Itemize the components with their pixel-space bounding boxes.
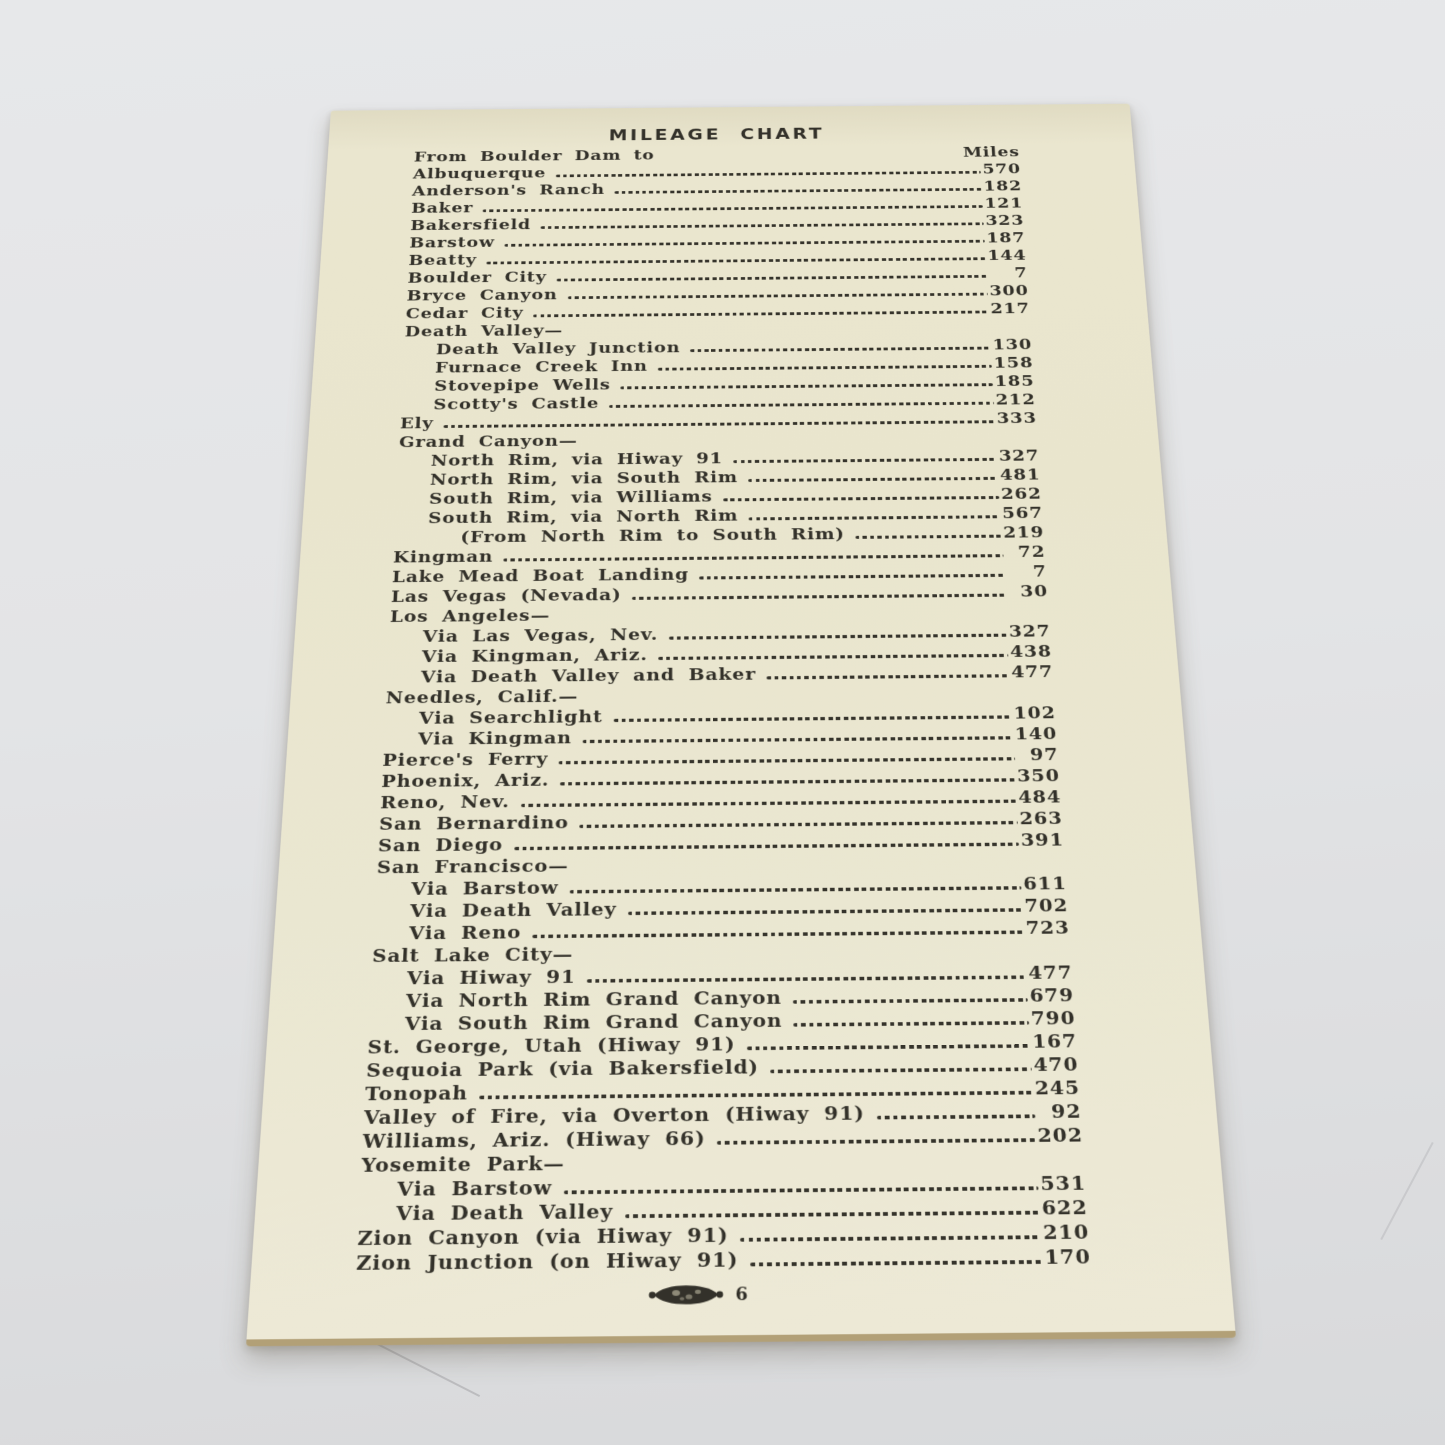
dotted-leader [541,222,984,229]
dotted-leader [733,458,997,463]
dotted-leader [557,275,988,281]
destination-label: Pierce's Ferry [382,748,549,770]
destination-label: Via North Rim Grand Canyon [405,986,782,1012]
miles-value: 185 [994,371,1035,390]
miles-value: 477 [1027,961,1074,984]
dotted-leader [483,205,983,212]
miles-value: 245 [1034,1075,1081,1099]
miles-value: 438 [1009,640,1053,661]
dotted-leader [568,293,988,299]
miles-value: 7 [1013,263,1028,281]
destination-label: South Rim, via Williams [428,486,713,508]
destination-label: Via Death Valley [409,898,617,922]
destination-label: Anderson's Ranch [411,180,606,199]
destination-label: Salt Lake City— [371,942,574,967]
miles-value: 187 [985,228,1026,246]
mileage-chart-card [246,104,1236,1347]
card-footer [328,1275,1068,1314]
miles-value: 327 [998,445,1040,465]
dotted-leader [625,1211,1040,1218]
destination-label: Stovepipe Wells [433,375,611,395]
dotted-leader [748,477,998,482]
destination-label: Valley of Fire, via Overton (Hiway 91) [363,1101,866,1129]
destination-label: San Francisco— [376,854,569,878]
miles-value: 531 [1039,1171,1087,1195]
dotted-leader [632,594,1006,600]
miles-value: 182 [982,177,1023,194]
miles-value: 102 [1012,702,1057,723]
dotted-leader [628,908,1023,915]
destination-label: Death Valley Junction [435,338,681,358]
miles-value: 219 [1002,522,1045,542]
dotted-leader [514,843,1019,851]
card-content [248,104,1233,1315]
miles-value: 723 [1025,916,1071,939]
miles-value: 7 [1032,561,1048,581]
miles-value: 350 [1016,764,1061,786]
dotted-leader [747,1044,1031,1050]
miles-value: 333 [996,408,1038,427]
destination-label: Zion Canyon (via Hiway 91) [356,1222,729,1250]
miles-value: 144 [986,246,1027,264]
destination-label: Williams, Ariz. (Hiway 66) [362,1126,706,1153]
dotted-leader [794,1021,1030,1027]
dotted-leader [717,1138,1036,1144]
miles-value: 158 [992,353,1034,372]
destination-label: Via Barstow [396,1175,553,1201]
destination-label: Via Reno [408,921,522,944]
dotted-leader [750,1260,1043,1266]
destination-label: Zion Junction (on Hiway 91) [355,1247,739,1275]
destination-label: Via Las Vegas, Nev. [422,624,659,646]
miles-value: 202 [1036,1123,1084,1147]
miles-value: 300 [988,281,1030,299]
dotted-leader [793,998,1028,1004]
miles-value: 391 [1020,828,1065,851]
dotted-leader [505,240,985,247]
destination-label: Bryce Canyon [406,285,558,304]
dotted-leader [749,515,1001,520]
destination-label: Phoenix, Ariz. [380,769,550,792]
miles-value: 679 [1028,983,1075,1007]
dotted-leader [444,420,996,428]
miles-value: 263 [1018,807,1064,829]
printer-ornament-icon [648,1280,724,1310]
dotted-leader [521,800,1017,808]
miles-value: 210 [1042,1219,1090,1244]
destination-label: Cedar City [405,303,524,322]
destination-label: (From North Rim to South Rim) [460,524,846,547]
destination-label: Bakersfield [409,215,532,234]
destination-label: Via Kingman [417,727,573,749]
miles-value: 170 [1043,1244,1092,1269]
miles-value: 121 [983,194,1024,212]
dotted-leader [741,1235,1042,1241]
dotted-leader [532,930,1024,938]
destination-label: Via Barstow [410,876,559,900]
miles-value: 567 [1001,503,1044,522]
destination-label: Scotty's Castle [433,393,600,414]
miles-value: 92 [1050,1099,1083,1123]
miles-value: 702 [1023,894,1069,916]
dotted-leader [615,188,982,194]
header-from-label: From Boulder Dam to [413,146,655,165]
destination-label: San Bernardino [378,811,569,834]
destination-label: Los Angeles— [389,605,551,626]
dotted-leader [877,1114,1036,1119]
destination-label: Sequoia Park (via Bakersfield) [365,1055,760,1082]
dotted-leader [771,1067,1032,1073]
destination-label: Las Vegas (Nevada) [390,584,622,606]
dotted-leader [487,257,986,264]
miles-value: 477 [1010,661,1054,682]
destination-label: Beatty [408,250,478,269]
destination-label: Via Kingman, Ariz. [421,644,648,666]
destination-label: Via Death Valley and Baker [420,663,757,687]
destination-label: South Rim, via North Rim [427,505,739,527]
dotted-leader [767,674,1010,679]
dotted-leader [669,634,1008,640]
destination-label: Via Hiway 91 [406,965,576,989]
destination-label: Boulder City [407,267,548,287]
miles-value: 470 [1032,1052,1080,1076]
dotted-leader [658,654,1008,660]
page-number: 6 [735,1284,748,1305]
miles-value: 323 [984,211,1025,229]
dotted-leader [559,757,1015,764]
table-row [356,1244,1092,1275]
destination-label: Furnace Creek Inn [434,356,648,377]
miles-value: 72 [1017,541,1046,561]
destination-label: Via Searchlight [418,706,603,728]
destination-label: North Rim, via Hiway 91 [430,448,724,470]
dotted-leader [570,886,1022,893]
header-miles-label: Miles [962,143,1021,160]
destination-label: Lake Mead Boat Landing [391,564,689,586]
dotted-leader [723,496,999,501]
destination-label: Reno, Nev. [379,790,511,813]
destination-label: Grand Canyon— [398,431,578,451]
destination-label: Death Valley— [404,321,564,340]
miles-value: 481 [999,464,1041,484]
dotted-leader [504,554,1004,561]
miles-value: 167 [1031,1029,1078,1053]
dotted-leader [556,171,981,177]
miles-value: 327 [1008,620,1052,641]
dotted-leader [580,821,1018,828]
destination-label: Kingman [392,546,494,567]
dotted-leader [583,736,1013,743]
dotted-leader [479,1091,1033,1099]
miles-value: 130 [991,335,1033,353]
dotted-leader [658,365,992,371]
dotted-leader [613,715,1012,722]
page-title: MILEAGE CHART [608,125,825,145]
dotted-leader [609,402,994,408]
miles-value: 217 [989,299,1031,317]
miles-value: 622 [1040,1195,1089,1220]
mileage-rows [356,160,1092,1275]
dotted-leader [564,1186,1039,1194]
miles-value: 484 [1017,786,1062,807]
miles-value: 790 [1030,1006,1077,1029]
miles-value: 140 [1014,722,1058,744]
destination-label: Yosemite Park— [360,1151,566,1177]
destination-label: Albuquerque [412,164,547,182]
destination-label: Baker [410,198,474,217]
destination-label: Barstow [409,233,496,251]
miles-value: 262 [1000,483,1043,503]
dotted-leader [621,383,993,389]
destination-label: Ely [399,413,435,432]
destination-label: Needles, Calif.— [385,685,579,708]
dotted-leader [560,778,1015,785]
destination-label: Tonopah [364,1081,469,1105]
background-scratch [1380,1142,1433,1240]
miles-value: 212 [995,389,1037,409]
dotted-leader [587,975,1027,982]
miles-value: 570 [981,160,1022,177]
destination-label: Via Death Valley [395,1199,614,1225]
destination-label: St. George, Utah (Hiway 91) [366,1032,736,1058]
dotted-leader [533,311,989,318]
miles-value: 30 [1019,581,1049,601]
dotted-leader [699,574,1004,580]
miles-value: 97 [1029,743,1060,765]
dotted-leader [855,535,1001,539]
destination-label: San Diego [377,833,504,856]
destination-label: North Rim, via South Rim [429,467,739,489]
destination-label: Via South Rim Grand Canyon [404,1009,783,1035]
dotted-leader [691,347,992,352]
miles-value: 611 [1022,872,1068,894]
